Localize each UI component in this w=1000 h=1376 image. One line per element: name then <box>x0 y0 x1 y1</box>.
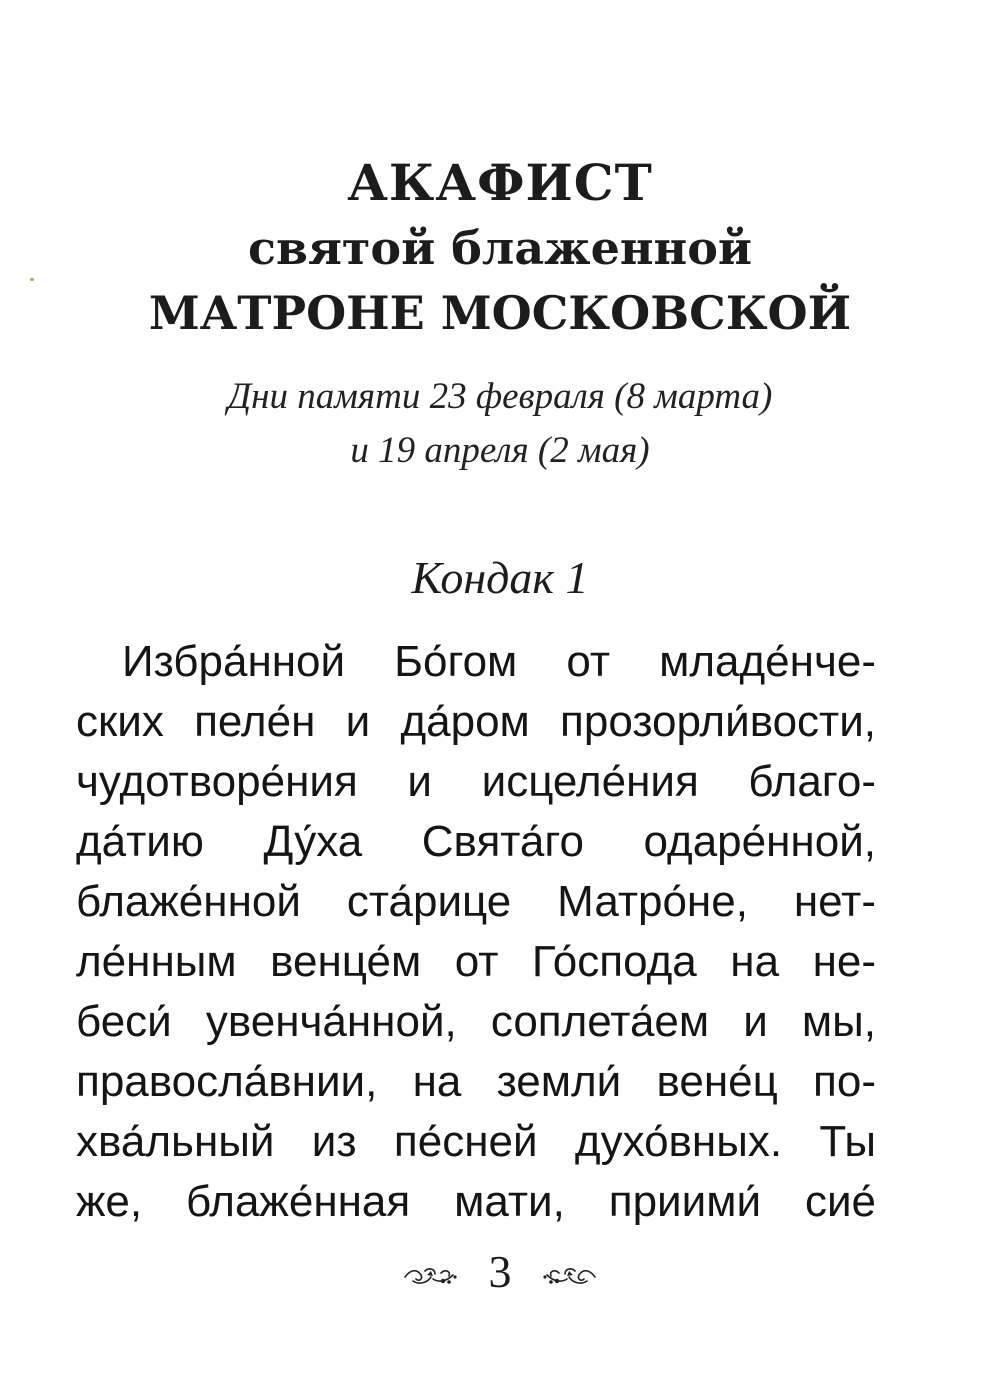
kondak-text <box>76 632 876 1232</box>
text-line: ле́нным венце́м от Го́спода на не- <box>76 937 876 986</box>
text-line: же, блаже́нная мати, приими́ сие́ <box>76 1177 876 1226</box>
text-line: да́тию Ду́ха Свята́го одаре́нной, <box>76 817 876 866</box>
text-line: правосла́внии, на земли́ вене́ц по- <box>76 1057 876 1106</box>
dates-line-2: и 19 апреля (2 мая) <box>350 430 650 471</box>
page-number: 3 <box>488 1246 512 1298</box>
text-line: беси́ увенча́нной, соплета́ем и мы, <box>76 997 876 1046</box>
text-line: чудотворе́ния и исцеле́ния благо- <box>76 757 876 806</box>
title-line-1: АКАФИСТ <box>347 153 653 212</box>
akathist-title <box>0 150 1000 346</box>
title-line-2: святой блаженной <box>247 221 753 275</box>
title-line-3: МАТРОНЕ МОСКОВСКОЙ <box>148 286 852 340</box>
commemoration-dates <box>0 370 1000 478</box>
floral-ornament-left-icon <box>403 1242 459 1302</box>
text-line: блаже́нной ста́рице Матро́не, нет- <box>76 877 876 926</box>
text-line: ских пеле́н и да́ром прозорли́вости, <box>76 697 876 746</box>
kondak-heading: Кондак 1 <box>411 552 589 603</box>
dates-line-1: Дни памяти 23 февраля (8 марта) <box>227 376 773 417</box>
text-line: Избра́нной Бо́гом от младе́нче- <box>122 637 876 686</box>
page-footer <box>0 1238 1000 1302</box>
text-line: хва́льный из пе́сней духо́вных. Ты <box>76 1117 876 1166</box>
floral-ornament-right-icon <box>541 1242 597 1302</box>
